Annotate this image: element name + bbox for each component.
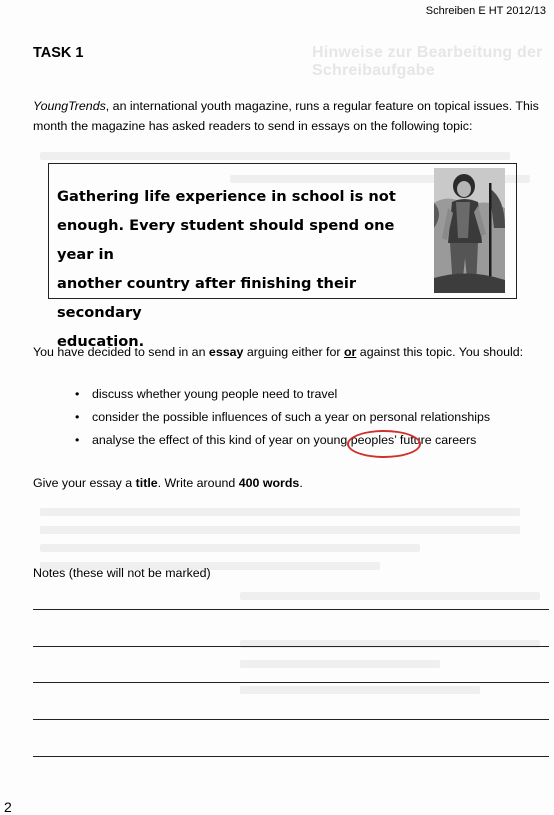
red-annotation-circle — [347, 430, 421, 458]
intro-text-1: , an international youth magazine, runs a regular feature on topical issues. This — [105, 99, 539, 113]
bullet-item: • discuss whether young people need to travel — [92, 384, 490, 407]
exam-code: Schreiben E HT 2012/13 — [425, 5, 546, 17]
topic-line: Gathering life experience in school is not — [57, 188, 396, 205]
notes-line[interactable] — [33, 682, 549, 683]
essay-keyword: essay — [208, 345, 244, 359]
notes-line[interactable] — [33, 756, 549, 757]
topic-line: another country after finishing their secondary — [57, 275, 357, 321]
notes-line[interactable] — [33, 609, 549, 610]
magazine-name: YoungTrends — [33, 99, 106, 113]
essay-instruction — [33, 345, 523, 359]
or-keyword: or — [343, 345, 357, 359]
notes-line[interactable] — [33, 646, 549, 647]
instruction-text: arguing either for — [243, 345, 344, 359]
bleed-through-line — [240, 686, 480, 694]
page-number: 2 — [4, 799, 12, 815]
task-intro — [33, 96, 548, 136]
instruction-text: . Write around — [157, 476, 239, 490]
task-title: TASK 1 — [33, 45, 84, 61]
title-keyword: title — [135, 476, 158, 490]
title-instruction — [33, 476, 303, 490]
bleed-through-line — [40, 526, 520, 534]
instruction-text: . — [299, 476, 303, 490]
bleed-through-line — [40, 508, 520, 516]
traveller-illustration — [434, 168, 505, 293]
intro-text-2: month the magazine has asked readers to send in essays on the following topic: — [33, 119, 473, 133]
task-bullet-list — [92, 384, 490, 453]
topic-line: enough. Every student should spend one year in — [57, 217, 395, 263]
notes-line[interactable] — [33, 719, 549, 720]
instruction-text: against this topic. You should: — [356, 345, 524, 359]
bleed-through-heading: Hinweise zur Bearbeitung der Schreibaufgabe — [312, 44, 543, 79]
topic-box — [48, 163, 517, 350]
young-traveller-photo — [434, 168, 505, 293]
bleed-through-line — [240, 660, 440, 668]
bullet-item: • consider the possible influences of such a year on personal relationships — [92, 407, 490, 430]
instruction-text: You have decided to send in an — [33, 345, 209, 359]
bleed-through-line — [40, 544, 420, 552]
topic-line: education. — [57, 333, 145, 350]
topic-statement — [57, 182, 427, 356]
word-count: 400 words — [238, 476, 300, 490]
bleed-through-line — [40, 152, 510, 160]
bullet-item: • analyse the effect of this kind of year on young peoples’ future careers — [92, 430, 490, 453]
notes-label: Notes (these will not be marked) — [33, 566, 211, 580]
bleed-through-line — [240, 592, 540, 600]
instruction-text: Give your essay a — [33, 476, 136, 490]
